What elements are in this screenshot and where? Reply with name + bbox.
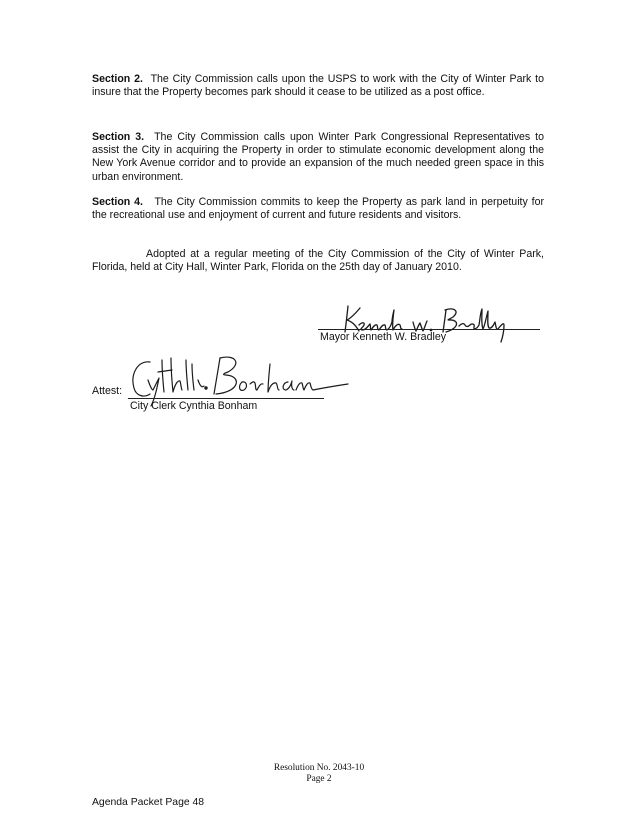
- section-4-text: The City Commission commits to keep the Property as park land in perpetuity for the recreational use and enjoyment of current and future residents and visitors.: [92, 196, 544, 222]
- attest-label: Attest:: [92, 385, 123, 397]
- clerk-caption: City Clerk Cynthia Bonham: [130, 400, 258, 412]
- section-4-paragraph: [92, 196, 544, 222]
- agenda-packet-page: Agenda Packet Page 48: [92, 797, 205, 808]
- section-2-label: Section 2.: [92, 73, 143, 85]
- clerk-signature-line: [128, 398, 324, 399]
- section-4-label: Section 4.: [92, 196, 143, 208]
- section-2-text: The City Commission calls upon the USPS to work with the City of Winter Park to insure that the Property becomes park should it cease to be utilized as a post office.: [92, 73, 544, 99]
- section-2-paragraph: [92, 73, 544, 99]
- section-3-text: The City Commission calls upon Winter Park Congressional Representatives to assist the City in acquiring the Property in order to stimulate economic development along the New York Avenue corridor and to provide an expansion of the much needed green space in this urban environment.: [92, 131, 544, 183]
- page-number: Page 2: [306, 774, 332, 784]
- mayor-caption: Mayor Kenneth W. Bradley: [320, 331, 447, 343]
- section-3-label: Section 3.: [92, 131, 145, 143]
- mayor-signature-line: [318, 329, 540, 330]
- adoption-paragraph: Adopted at a regular meeting of the City Commission of the City of Winter Park, Florida, held at City Hall, Winter Park, Florida on the 25th day of January 2010.: [92, 248, 544, 274]
- resolution-number: Resolution No. 2043-10: [273, 763, 365, 773]
- section-3-paragraph: [92, 131, 544, 184]
